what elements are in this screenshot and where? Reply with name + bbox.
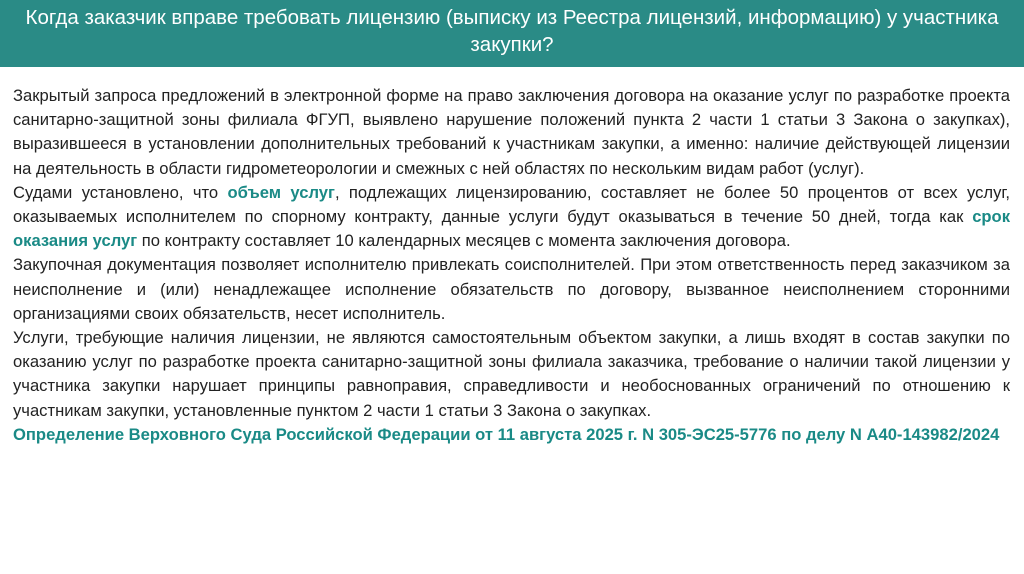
highlight-service-term: срок оказания услуг xyxy=(13,207,1010,251)
slide-body xyxy=(13,84,1010,447)
court-reference: Определение Верховного Суда Российской Федерации от 11 августа 2025 г. N 305-ЭС25-5776 по делу N А40-143982/2024 xyxy=(13,424,1000,444)
court-findings-text-3: по контракту составляет 10 календарных месяцев с момента заключения договора. xyxy=(137,231,791,251)
slide-title-bar xyxy=(0,0,1024,67)
paragraph-court-findings xyxy=(13,181,1010,254)
court-findings-text-1: Судами установлено, что xyxy=(13,182,228,202)
court-findings-text-2: , подлежащих лицензированию, составляет не более 50 процентов от всех услуг, оказываемых исполнителем по спорному контракту, данные услуги будут оказываться в течение 50 дней, тогда как xyxy=(13,182,1010,227)
paragraph-case-description: Закрытый запроса предложений в электронной форме на право заключения договора на оказание услуг по разработке проекта санитарно-защитной зоны филиала ФГУП, выявлено нарушение положений пункта 2 части 1 статьи 3 Закона о закупках), выразившееся в установлении дополнительных требований к участникам закупки, а именно: наличие действующей лицензии на деятельность в области гидрометеорологии и смежных с ней областях по нескольким видам работ (услуг). xyxy=(13,86,1010,178)
highlight-service-volume: объем услуг xyxy=(227,182,335,202)
slide-title: Когда заказчик вправе требовать лицензию (выписку из Реестра лицензий, информацию) у участника закупки? xyxy=(25,6,999,56)
paragraph-conclusion: Услуги, требующие наличия лицензии, не являются самостоятельным объектом закупки, а лишь входят в состав закупки по оказанию услуг по разработке проекта санитарно-защитной зоны филиала заказчика, требование о наличии такой лицензии у участника закупки нарушает принципы равноправия, справедливости и необоснованных ограничений по отношению к участникам закупки, установленные пунктом 2 части 1 статьи 3 Закона о закупках. xyxy=(13,328,1010,420)
paragraph-subcontractors: Закупочная документация позволяет исполнителю привлекать соисполнителей. При этом ответственность перед заказчиком за неисполнение и (или) ненадлежащее исполнение обязательств по договору, вызванное неисполнением сторонними организациями своих обязательств, несет исполнитель. xyxy=(13,255,1010,323)
